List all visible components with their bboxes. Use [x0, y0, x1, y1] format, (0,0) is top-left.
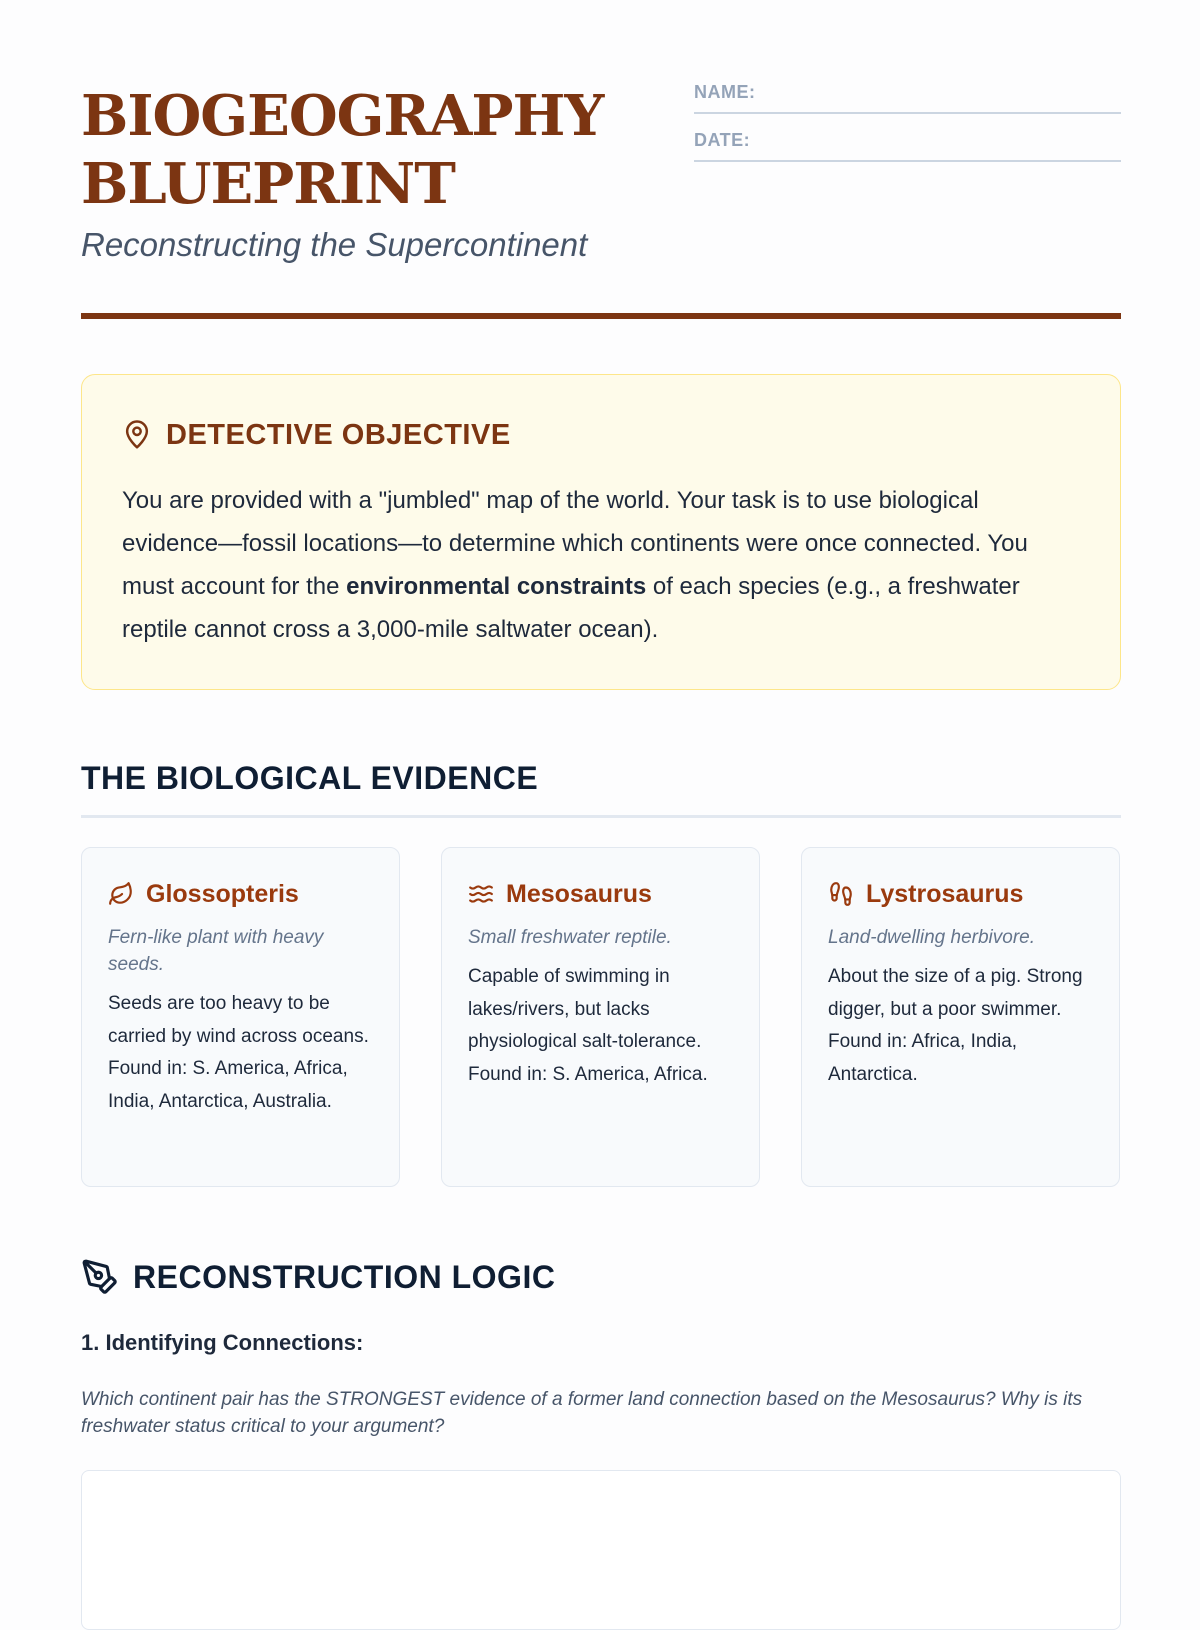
objective-text-end: of each species (e.g., a freshwater reptile cannot cross a 3,000-mile saltwater ocean).	[122, 573, 1020, 643]
map-pin-icon	[122, 419, 152, 451]
card-header	[828, 878, 1093, 910]
card-header	[468, 878, 733, 910]
objective-text-start: You are provided with a "jumbled" map of the world. Your task is to use biological evidence—fossil locations—to determine which continents were once connected. You must account for the	[122, 487, 1028, 600]
page-subtitle: Reconstructing the Supercontinent	[81, 226, 588, 263]
footprints-icon	[828, 881, 854, 907]
objective-header	[122, 415, 1080, 455]
waves-icon	[468, 881, 494, 907]
objective-heading: DETECTIVE OBJECTIVE	[166, 418, 511, 451]
card-subtitle: Land-dwelling herbivore.	[828, 927, 1036, 948]
card-title: Glossopteris	[146, 879, 299, 908]
date-field[interactable]	[694, 130, 1121, 162]
card-subtitle: Small freshwater reptile.	[468, 927, 672, 948]
evidence-divider	[81, 815, 1121, 818]
reconstruction-heading: RECONSTRUCTION LOGIC	[133, 1258, 556, 1295]
evidence-card-mesosaurus	[441, 847, 760, 1187]
card-body: Seeds are too heavy to be carried by wind across oceans. Found in: S. America, Africa, India, Antarctica, Australia.	[108, 993, 369, 1112]
card-body: Capable of swimming in lakes/rivers, but lacks physiological salt-tolerance. Found in: S. America, Africa.	[468, 966, 708, 1085]
evidence-card-glossopteris	[81, 847, 400, 1187]
pen-tool-icon	[81, 1258, 119, 1296]
objective-box	[81, 374, 1121, 690]
leaf-icon	[108, 881, 134, 907]
card-header	[108, 878, 373, 910]
evidence-card-lystrosaurus	[801, 847, 1120, 1187]
date-label: DATE:	[694, 130, 751, 150]
reconstruction-header	[81, 1258, 555, 1296]
objective-text	[122, 479, 1080, 651]
name-label: NAME:	[694, 82, 756, 102]
question-label: 1. Identifying Connections:	[81, 1330, 364, 1355]
answer-box[interactable]	[81, 1470, 1121, 1630]
header-divider	[81, 313, 1121, 319]
evidence-heading: THE BIOLOGICAL EVIDENCE	[81, 760, 539, 796]
title-line-1: BIOGEOGRAPHY	[81, 83, 604, 149]
card-subtitle: Fern-like plant with heavy seeds.	[108, 927, 324, 975]
name-field[interactable]	[694, 82, 1121, 114]
card-title: Lystrosaurus	[866, 879, 1024, 908]
objective-text-emphasis: environmental constraints	[346, 573, 647, 600]
question-text: Which continent pair has the STRONGEST evidence of a former land connection based on the Mesosaurus? Why is its freshwater status critical to your argument?	[81, 1389, 1083, 1437]
title-line-2: BLUEPRINT	[81, 151, 455, 217]
card-body: About the size of a pig. Strong digger, but a poor swimmer. Found in: Africa, India, Antarctica.	[828, 966, 1083, 1085]
card-title: Mesosaurus	[506, 879, 652, 908]
page-title	[81, 82, 641, 218]
